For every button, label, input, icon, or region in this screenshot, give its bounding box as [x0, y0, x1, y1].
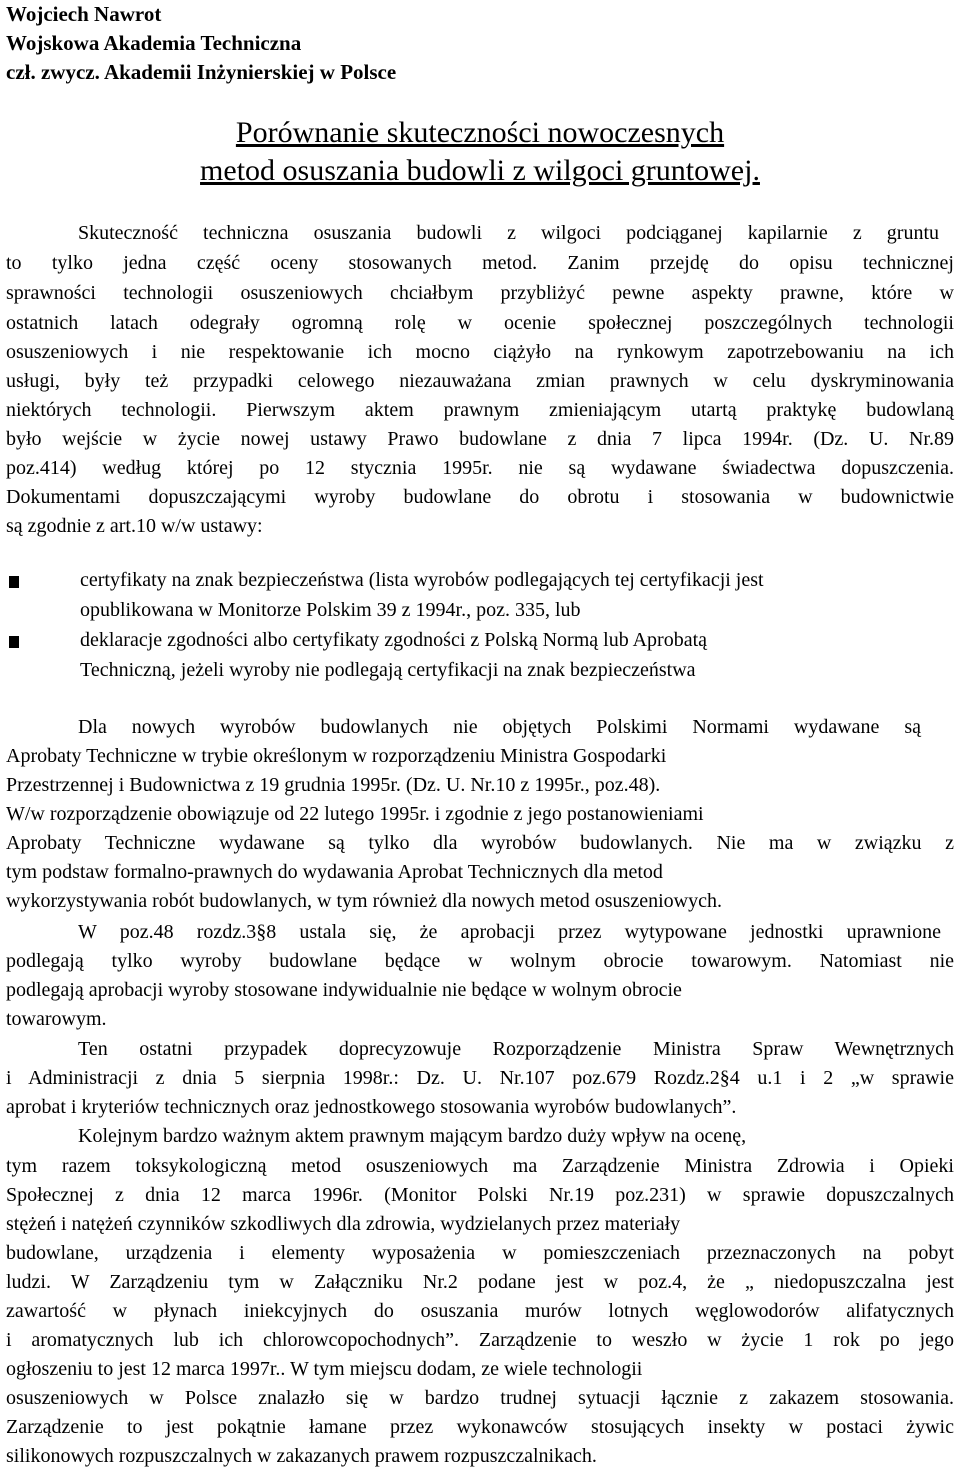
- list-item-line: Techniczną, jeżeli wyroby nie podlegają certyfikacji na znak bezpieczeństwa: [80, 659, 696, 681]
- body-line: Aprobaty Techniczne wydawane są tylko dla wyrobów budowlanych. Nie ma w związku z: [6, 832, 954, 854]
- list-item-line: certyfikaty na znak bezpieczeństwa (lista wyrobów podlegających tej certyfikacji jest: [80, 569, 764, 591]
- document-title-line-2: metod osuszania budowli z wilgoci gruntowej.: [200, 154, 760, 187]
- body-line: sprawności technologii osuszeniowych chciałbym przybliżyć pewne aspekty prawne, które w: [6, 282, 954, 304]
- body-line: Aprobaty Techniczne w trybie określonym w rozporządzeniu Ministra Gospodarki: [6, 745, 667, 767]
- body-line: i aromatycznych lub ich chlorowcopochodnych”. Zarządzenie to weszło w życie 1 rok po jego: [6, 1329, 954, 1351]
- body-line: silikonowych rozpuszczalnych w zakazanych prawem rozpuszczalnikach.: [6, 1445, 597, 1467]
- body-line: wykorzystywania robót budowlanych, w tym również dla nowych metod osuszeniowych.: [6, 890, 722, 912]
- body-line: towarowym.: [6, 1008, 107, 1030]
- body-line: tym razem toksykologiczną metod osuszeniowych ma Zarządzenie Ministra Zdrowia i Opieki: [6, 1155, 954, 1177]
- body-line: podlegają aprobacji wyroby stosowane indywidualnie nie będące w wolnym obrocie: [6, 979, 682, 1001]
- body-line: ostatnich latach odegrały ogromną rolę w ocenie społecznej poszczególnych technologii: [6, 312, 954, 334]
- body-line: są zgodnie z art.10 w/w ustawy:: [6, 515, 263, 537]
- body-line: poz.414) według której po 12 stycznia 1995r. nie są wydawane świadectwa dopuszczenia.: [6, 457, 954, 479]
- body-line: było wejście w życie nowej ustawy Prawo budowlane z dnia 7 lipca 1994r. (Dz. U. Nr.89: [6, 428, 954, 450]
- body-line: Dla nowych wyrobów budowlanych nie objętych Polskimi Normami wydawane są: [78, 716, 921, 738]
- list-item-line: opublikowana w Monitorze Polskim 39 z 1994r., poz. 335, lub: [80, 599, 581, 621]
- body-line: Przestrzennej i Budownictwa z 19 grudnia 1995r. (Dz. U. Nr.10 z 1995r., poz.48).: [6, 774, 661, 796]
- body-line: to tylko jedna część oceny stosowanych metod. Zanim przejdę do opisu technicznej: [6, 252, 954, 274]
- body-line: Dokumentami dopuszczającymi wyroby budowlane do obrotu i stosowania w budownictwie: [6, 486, 954, 508]
- list-item-line: deklaracje zgodności albo certyfikaty zgodności z Polską Normą lub Aprobatą: [80, 629, 708, 651]
- body-line: Skuteczność techniczna osuszania budowli z wilgoci podciąganej kapilarnie z gruntu: [78, 222, 939, 244]
- body-line: W poz.48 rozdz.3§8 ustala się, że aprobacji przez wytypowane jednostki uprawnione: [78, 921, 941, 943]
- membership-line: czł. zwycz. Akademii Inżynierskiej w Polsce: [6, 60, 397, 84]
- body-line: ludzi. W Zarządzeniu tym w Załączniku Nr.2 podane jest w poz.4, że „ niedopuszczalna jest: [6, 1271, 954, 1293]
- body-line: osuszeniowych i nie respektowanie ich mocno ciążyło na rynkowym zapotrzebowaniu na ich: [6, 341, 954, 363]
- body-line: Ten ostatni przypadek doprecyzowuje Rozporządzenie Ministra Spraw Wewnętrznych: [78, 1038, 954, 1060]
- document-title-line-1: Porównanie skuteczności nowoczesnych: [235, 116, 725, 149]
- bullet-square-icon: [9, 576, 19, 588]
- body-line: tym podstaw formalno-prawnych do wydawania Aprobat Technicznych dla metod: [6, 861, 663, 883]
- author-name: Wojciech Nawrot: [6, 2, 162, 26]
- body-line: i Administracji z dnia 5 sierpnia 1998r.: Dz. U. Nr.107 poz.679 Rozdz.2§4 u.1 i 2 „w sprawie: [6, 1067, 954, 1089]
- body-line: zawartość w płynach iniekcyjnych do osuszania murów lotnych węglowodorów alifatycznych: [6, 1300, 954, 1322]
- body-line: W/w rozporządzenie obowiązuje od 22 lutego 1995r. i zgodnie z jego postanowieniami: [6, 803, 704, 825]
- body-line: stężeń i natężeń czynników szkodliwych dla zdrowia, wydzielanych przez materiały: [6, 1213, 681, 1235]
- body-line: ogłoszeniu to jest 12 marca 1997r.. W tym miejscu dodam, ze wiele technologii: [6, 1358, 643, 1380]
- body-line: podlegają tylko wyroby budowlane będące w wolnym obrocie towarowym. Natomiast nie: [6, 950, 954, 972]
- body-line: Kolejnym bardzo ważnym aktem prawnym mającym bardzo duży wpływ na ocenę,: [78, 1125, 747, 1147]
- body-line: Zarządzenie to jest pokątnie łamane przez wykonawców stosujących insekty w postaci żywic: [6, 1416, 954, 1438]
- body-line: Społecznej z dnia 12 marca 1996r. (Monitor Polski Nr.19 poz.231) w sprawie dopuszczalnych: [6, 1184, 954, 1206]
- body-line: osuszeniowych w Polsce znalazło się w bardzo trudnej sytuacji łącznie z zakazem stosowania.: [6, 1387, 954, 1409]
- institution-name: Wojskowa Akademia Techniczna: [6, 31, 302, 55]
- body-line: aprobat i kryteriów technicznych oraz jednostkowego stosowania wyrobów budowlanych”.: [6, 1096, 737, 1118]
- bullet-square-icon: [9, 636, 19, 648]
- body-line: usługi, były też przypadki celowego niezauważana zmian prawnych w celu dyskryminowania: [6, 370, 954, 392]
- body-line: budowlane, urządzenia i elementy wyposażenia w pomieszczeniach przeznaczonych na pobyt: [6, 1242, 954, 1264]
- body-line: niektórych technologii. Pierwszym aktem prawnym zmieniającym utartą praktykę budowlaną: [6, 399, 954, 421]
